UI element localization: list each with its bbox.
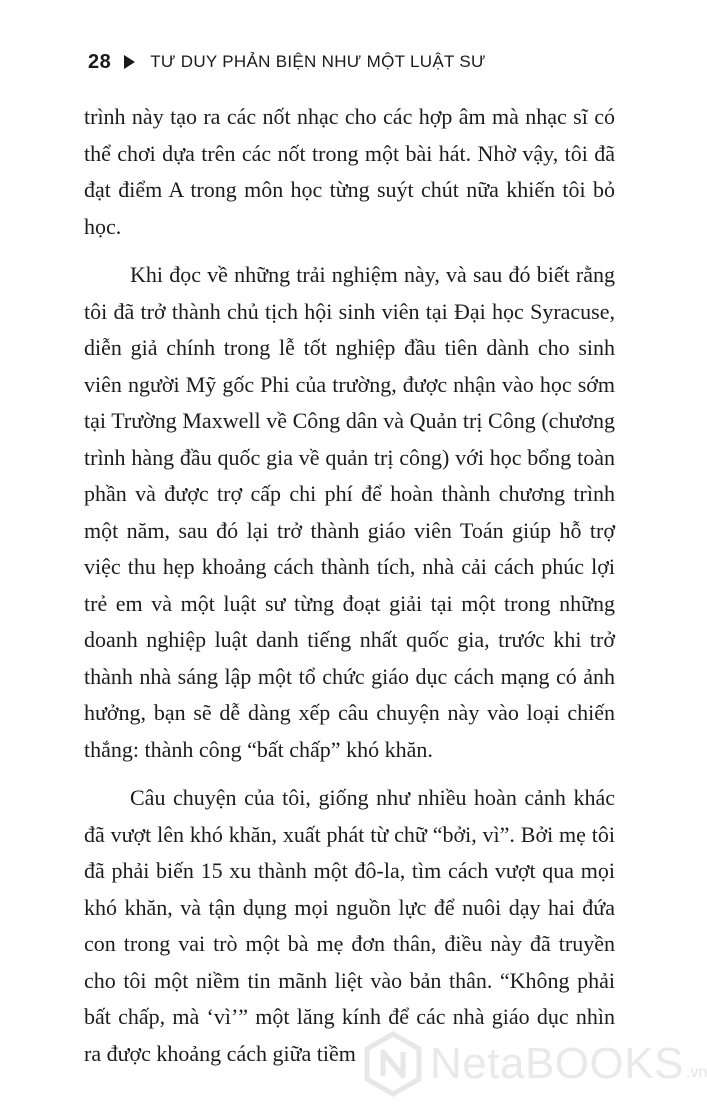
paragraph: Câu chuyện của tôi, giống như nhiều hoàn cảnh khác đã vượt lên khó khăn, xuất phát từ chữ “bởi, vì”. Bởi mẹ tôi đã phải biến 15 xu thành một đô-la, tìm cách vượt qua mọi khó khăn, và tận dụng mọi nguồn lực để nuôi dạy hai đứa con trong vai trò một bà mẹ đơn thân, điều này đã truyền cho tôi một niềm tin mãnh liệt vào bản thân. “Không phải bất chấp, mà ‘vì’” một lăng kính để các nhà giáo dục nhìn ra được khoảng cách giữa tiềm xyxy=(84,785,615,1066)
arrow-right-icon xyxy=(124,55,135,69)
paragraph: Khi đọc về những trải nghiệm này, và sau đó biết rằng tôi đã trở thành chủ tịch hội sinh viên tại Đại học Syracuse, diễn giả chính trong lễ tốt nghiệp đầu tiên dành cho sinh viên người Mỹ gốc Phi của trường, được nhận vào học sớm tại Trường Maxwell về Công dân và Quản trị Công (chương trình hàng đầu quốc gia về quản trị công) với học bổng toàn phần và được trợ cấp chi phí để hoàn thành chương trình một năm, sau đó lại trở thành giáo viên Toán giúp hỗ trợ việc thu hẹp khoảng cách thành tích, nhà cải cách phúc lợi trẻ em và một luật sư từng đoạt giải tại một trong những doanh nghiệp luật danh tiếng nhất quốc gia, trước khi trở thành nhà sáng lập một tổ chức giáo dục cách mạng có ảnh hưởng, bạn sẽ dễ dàng xếp câu chuyện này vào loại chiến thắng: thành công “bất chấp” khó khăn. xyxy=(84,262,615,762)
watermark-text: NetaBOOKS xyxy=(430,1039,684,1088)
netabooks-watermark xyxy=(362,1024,707,1104)
page-number: 28 xyxy=(88,50,112,73)
paragraph-continuation: trình này tạo ra các nốt nhạc cho các hợp âm mà nhạc sĩ có thể chơi dựa trên các nốt trong một bài hát. Nhờ vậy, tôi đã đạt điểm A trong môn học từng suýt chút nữa khiến tôi bỏ học. xyxy=(84,104,615,239)
page-header xyxy=(88,49,486,75)
body-text xyxy=(84,99,615,1084)
netabooks-logo-icon xyxy=(362,1031,424,1097)
watermark-suffix: .vn xyxy=(685,1064,707,1081)
running-title: TƯ DUY PHẢN BIỆN NHƯ MỘT LUẬT SƯ xyxy=(150,52,486,71)
